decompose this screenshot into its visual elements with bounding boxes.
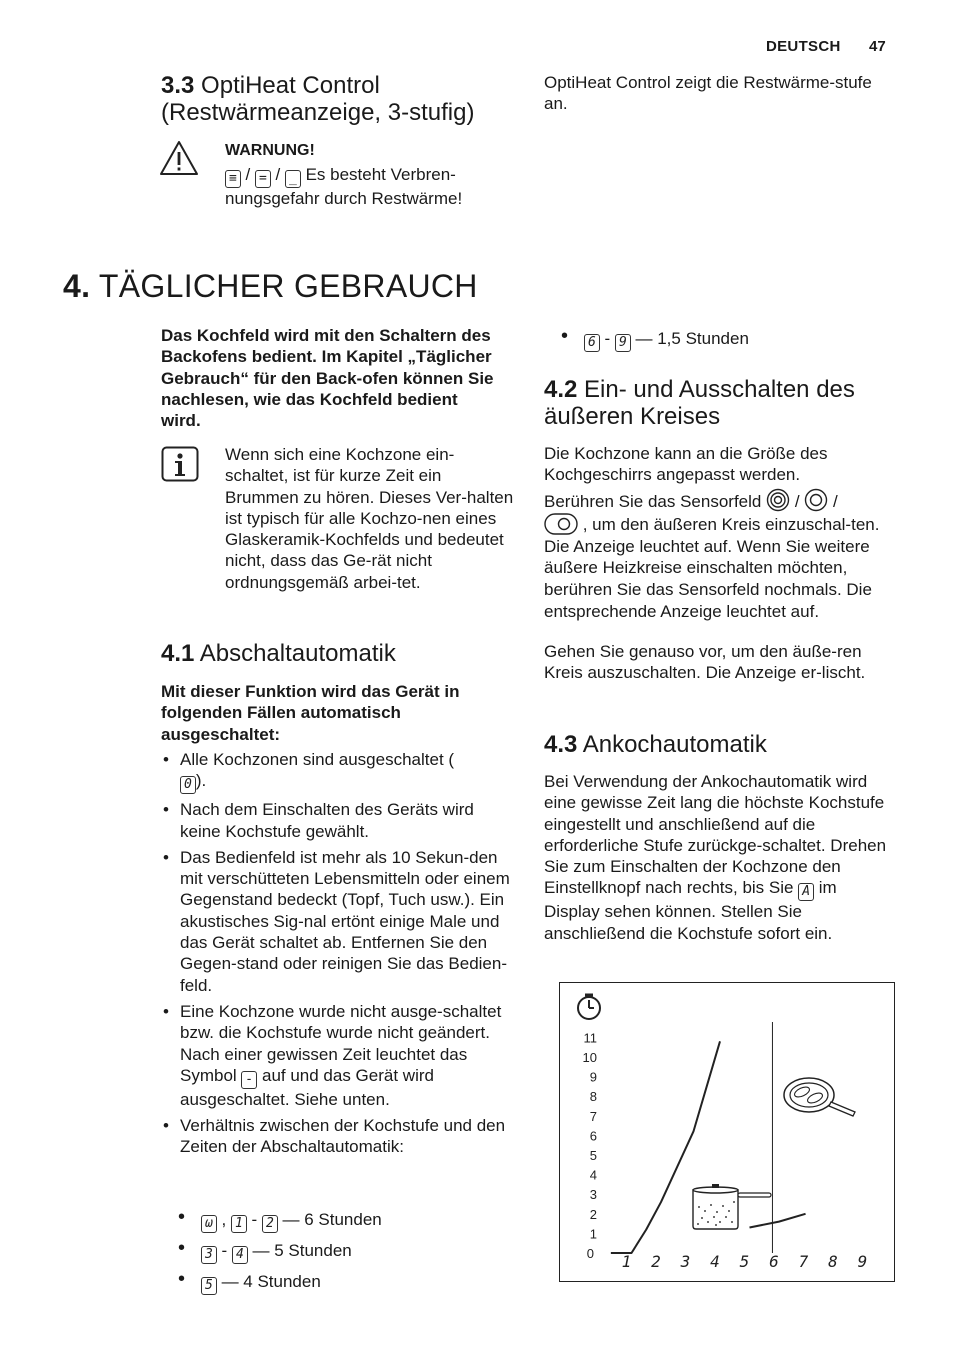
residual-heat-1-symbol: _ — [285, 170, 301, 188]
warning-icon — [159, 140, 199, 176]
auto-heat-up-chart — [559, 982, 895, 1282]
section-4-3-title: 4.3 Ankochautomatik — [544, 731, 767, 758]
level-symbol: 6 — [584, 334, 600, 352]
warning-label: WARNUNG! — [225, 142, 315, 159]
level-symbol: 3 — [201, 1246, 217, 1264]
dash-symbol: - — [241, 1071, 257, 1089]
zero-symbol: 0 — [180, 776, 196, 794]
chapter-title: 4. TÄGLICHER GEBRAUCH — [63, 268, 478, 304]
list-item: • Nach dem Einschalten des Geräts wird keine Kochstufe gewählt. — [161, 799, 516, 842]
y-tick-label: 11 — [583, 1030, 597, 1046]
section-4-2-p3: Gehen Sie genauso vor, um den äuße-ren Kreis auszuschalten. Die Anzeige er-lischt. — [544, 642, 866, 683]
warning-text: ≡ / = / _ Es besteht Verbren- nungsgefahr durch Restwärme! — [225, 165, 463, 208]
y-tick-label: 9 — [589, 1069, 597, 1085]
y-tick-label: 5 — [589, 1148, 597, 1163]
level-symbol: 5 — [201, 1277, 217, 1295]
auto-off-list — [161, 749, 516, 1163]
section-4-2-p2: Berühren Sie das Sensorfeld / / , um den äußeren Kreis einzuschal-ten. Die Anzeige leuchtet auf. Wenn Sie weitere äußere Heizkreise einschalten möchten, berühren Sie das Sensorfeld nochmals. Die entsprechende Anzeige leuchtet auf. — [544, 488, 889, 623]
y-tick-label: 7 — [589, 1108, 597, 1124]
y-tick-label: 4 — [589, 1167, 597, 1183]
residual-heat-3-symbol: ≡ — [225, 170, 241, 188]
level-symbol: 4 — [232, 1246, 248, 1264]
x-tick-label: 8 — [828, 1252, 838, 1271]
x-tick-label: 7 — [798, 1252, 809, 1271]
x-tick-label: 2 — [651, 1252, 661, 1271]
list-item: • Verhältnis zwischen der Kochstufe und den Zeiten der Abschaltautomatik: — [161, 1115, 516, 1158]
triple-ring-icon — [766, 488, 790, 512]
list-item: • Eine Kochzone wurde nicht ausge-schaltet bzw. die Kochstufe wurde nicht geändert. Nach einer gewissen Zeit leuchtet das Symbol - auf und das Gerät wird ausgeschaltet. Siehe unten. — [161, 1001, 516, 1110]
info-text: Wenn sich eine Kochzone ein-schaltet, ist für kurze Zeit ein Brummen zu hören. Dieses Ver-halten ist typisch für alle Kochzo-nen eines Glaskeramik-Kochfelds und bedeutet nicht, dass das Ge-rät nicht ordnungsgemäß arbei-tet. — [225, 445, 514, 592]
list-item: • ω , 1 - 2 — 6 Stunden — [174, 1209, 504, 1233]
section-4-3-p1: Bei Verwendung der Ankochautomatik wird eine gewisse Zeit lang die höchste Kochstufe eingestellt und anschließend auf die erforderliche Stufe zurückge-schaltet. Drehen Sie zum Einschalten der Kochzone den Einstellknopf nach rechts, bis Sie A im Display sehen können. Stellen Sie anschließend die Kochstufe sofort ein. — [544, 772, 887, 943]
section-4-1-title: 4.1 Abschaltautomatik — [161, 640, 396, 667]
intro-paragraph: Das Kochfeld wird mit den Schaltern des Backofens bedient. Im Kapitel „Täglicher Gebrauch“ für den Back-ofen können Sie nachlesen, wie das Kochfeld bedient wird. — [161, 326, 494, 431]
page-number: 47 — [869, 38, 886, 55]
x-tick-label: 4 — [710, 1252, 720, 1271]
info-icon — [161, 446, 199, 482]
residual-heat-2-symbol: = — [255, 170, 271, 188]
header-language: DEUTSCH — [766, 38, 841, 55]
optiheat-description: OptiHeat Control zeigt die Restwärme-stufe an. — [544, 73, 872, 114]
y-tick-label: 0 — [586, 1246, 594, 1261]
y-tick-label: 2 — [589, 1206, 597, 1222]
level-symbol: 1 — [231, 1215, 247, 1233]
x-tick-label: 1 — [621, 1252, 632, 1271]
level-symbol: ω — [201, 1215, 217, 1233]
a-symbol: A — [798, 883, 814, 901]
double-ring-icon — [804, 488, 828, 512]
x-tick-label: 5 — [739, 1252, 750, 1271]
x-tick-label: 3 — [680, 1252, 691, 1271]
y-tick-label: 10 — [582, 1050, 597, 1065]
list-item: • 5 — 4 Stunden — [174, 1271, 504, 1295]
section-4-1-intro: Mit dieser Funktion wird das Gerät in folgenden Fällen automatisch ausgeschaltet: — [161, 682, 460, 744]
list-item: • Alle Kochzonen sind ausgeschaltet ( 0 ). — [161, 749, 516, 794]
y-tick-label: 8 — [589, 1089, 597, 1105]
auto-off-times-list — [174, 1209, 504, 1302]
list-item: • Das Bedienfeld ist mehr als 10 Sekun-den mit verschütteten Lebensmitteln oder einem Gegenstand bedeckt (Topf, Tuch usw.). Ein akustisches Sig-nal ertönt einige Male und das Gerät schaltet ab. Entfernen Sie den Gegen-stand oder reinigen Sie das Bedien-feld. — [161, 847, 516, 996]
y-tick-label: 3 — [589, 1187, 597, 1203]
y-tick-label: 1 — [589, 1226, 597, 1242]
y-tick-label: 6 — [589, 1128, 597, 1144]
section-4-2-p1: Die Kochzone kann an die Größe des Kochgeschirrs angepasst werden. — [544, 444, 828, 485]
list-item: • 3 - 4 — 5 Stunden — [174, 1240, 504, 1264]
auto-off-times-list-cont — [557, 328, 887, 359]
list-item: • 6 - 9 — 1,5 Stunden — [557, 328, 887, 352]
level-symbol: 9 — [615, 334, 631, 352]
x-tick-label: 9 — [857, 1252, 868, 1271]
section-3-3-title: 3.3 OptiHeat Control (Restwärmeanzeige, 3-stufig) — [161, 72, 475, 126]
level-symbol: 2 — [262, 1215, 278, 1233]
section-4-2-title: 4.2 Ein- und Ausschalten des äußeren Kreises — [544, 376, 855, 430]
x-tick-label: 6 — [769, 1252, 779, 1271]
oval-ring-icon — [544, 513, 578, 535]
